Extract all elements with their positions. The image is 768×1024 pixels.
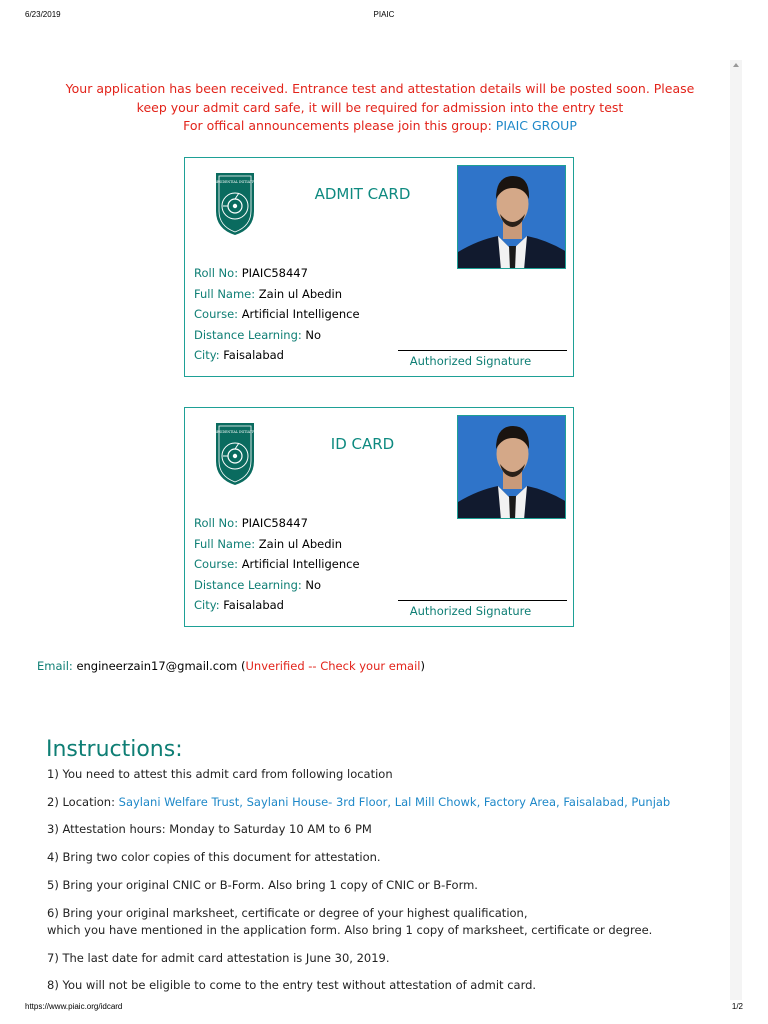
id-card-fields [194,513,360,616]
print-header [0,10,768,22]
course-value: Artificial Intelligence [241,307,360,321]
instruction-item-5: 5) Bring your original CNIC or B-Form. Also bring 1 copy of CNIC or B-Form. [47,878,478,892]
instruction-item-1: 1) You need to attest this admit card from following location [47,767,393,781]
course-row [194,304,360,325]
instruction-item-6-line-2: which you have mentioned in the application form. Also bring 1 copy of marksheet, certificate or degree. [47,922,653,937]
city-value: Faisalabad [223,598,284,612]
notice-group-text: For offical announcements please join this group: [183,118,492,133]
admit-card-fields [194,263,360,366]
instruction-item-2 [47,794,670,811]
signature-line [398,600,567,601]
id-card [184,407,574,627]
email-open-paren: ( [240,659,246,673]
course-value: Artificial Intelligence [241,557,360,571]
distance-learning-label: Distance Learning: [194,327,302,342]
scroll-up-icon[interactable] [733,63,739,67]
email-verification-status: Unverified -- Check your email [245,659,421,673]
print-url: https://www.piaic.org/idcard [25,1002,123,1011]
city-value: Faisalabad [223,348,284,362]
notice-line-1: Your application has been received. Entrance test and attestation details will be posted soon. Please [65,81,695,96]
course-row [194,554,360,575]
vertical-scrollbar[interactable] [730,60,742,1000]
roll-no-row [194,263,360,284]
admit-card [184,157,574,377]
print-footer [0,1002,768,1014]
instruction-item-6-line-1: 6) Bring your original marksheet, certificate or degree of your highest qualification, [47,906,528,920]
application-notice [40,80,720,136]
instruction-item-2-prefix: 2) Location: [47,795,115,809]
authorized-signature-label: Authorized Signature [409,604,532,618]
distance-learning-value: No [305,577,322,592]
city-row [194,595,360,616]
distance-learning-value: No [305,327,322,342]
instruction-item-3: 3) Attestation hours: Monday to Saturday 10 AM to 6 PM [47,822,372,836]
roll-no-value: PIAIC58447 [241,266,308,280]
print-title: PIAIC [373,10,395,19]
print-page-number: 1/2 [731,1002,743,1011]
instruction-item-6 [47,905,652,938]
logo-text-top: PRESIDENTIAL INITIATIVE [212,180,258,184]
email-status-line [37,659,425,673]
notice-line-2: keep your admit card safe, it will be required for admission into the entry test [136,99,624,115]
print-date: 6/23/2019 [25,10,61,19]
id-card-title: ID CARD [330,435,395,453]
instruction-item-8: 8) You will not be eligible to come to the entry test without attestation of admit card. [47,978,537,992]
roll-no-label: Roll No: [194,266,239,280]
email-label: Email: [37,659,73,673]
full-name-row [194,284,360,305]
instruction-item-4: 4) Bring two color copies of this document for attestation. [47,850,381,864]
piaic-group-link[interactable]: PIAIC GROUP [495,118,577,133]
full-name-value: Zain ul Abedin [258,536,343,551]
email-close-paren: ) [420,659,425,673]
piaic-logo-icon [212,171,258,237]
piaic-logo-icon [212,421,258,487]
full-name-label: Full Name: [194,536,256,551]
authorized-signature-label: Authorized Signature [409,354,532,368]
attestation-location-link[interactable]: Saylani Welfare Trust, Saylani House- 3rd Floor, Lal Mill Chowk, Factory Area, Faisalabad, Punjab [118,795,671,809]
logo-text-top: PRESIDENTIAL INITIATIVE [212,430,258,434]
applicant-photo [457,415,566,519]
distance-learning-row [194,575,360,596]
admit-card-title: ADMIT CARD [314,185,411,203]
city-label: City: [194,348,220,362]
notice-line-3 [40,117,720,136]
roll-no-label: Roll No: [194,516,239,530]
email-address: engineerzain17@gmail.com [76,659,238,673]
city-label: City: [194,598,220,612]
applicant-photo [457,165,566,269]
distance-learning-row [194,325,360,346]
full-name-row [194,534,360,555]
roll-no-row [194,513,360,534]
instruction-item-7: 7) The last date for admit card attestation is June 30, 2019. [47,951,390,965]
signature-line [398,350,567,351]
instructions-heading: Instructions: [46,737,183,762]
distance-learning-label: Distance Learning: [194,577,302,592]
course-label: Course: [194,557,239,571]
full-name-label: Full Name: [194,286,256,301]
full-name-value: Zain ul Abedin [258,286,343,301]
city-row [194,345,360,366]
course-label: Course: [194,307,239,321]
roll-no-value: PIAIC58447 [241,516,308,530]
